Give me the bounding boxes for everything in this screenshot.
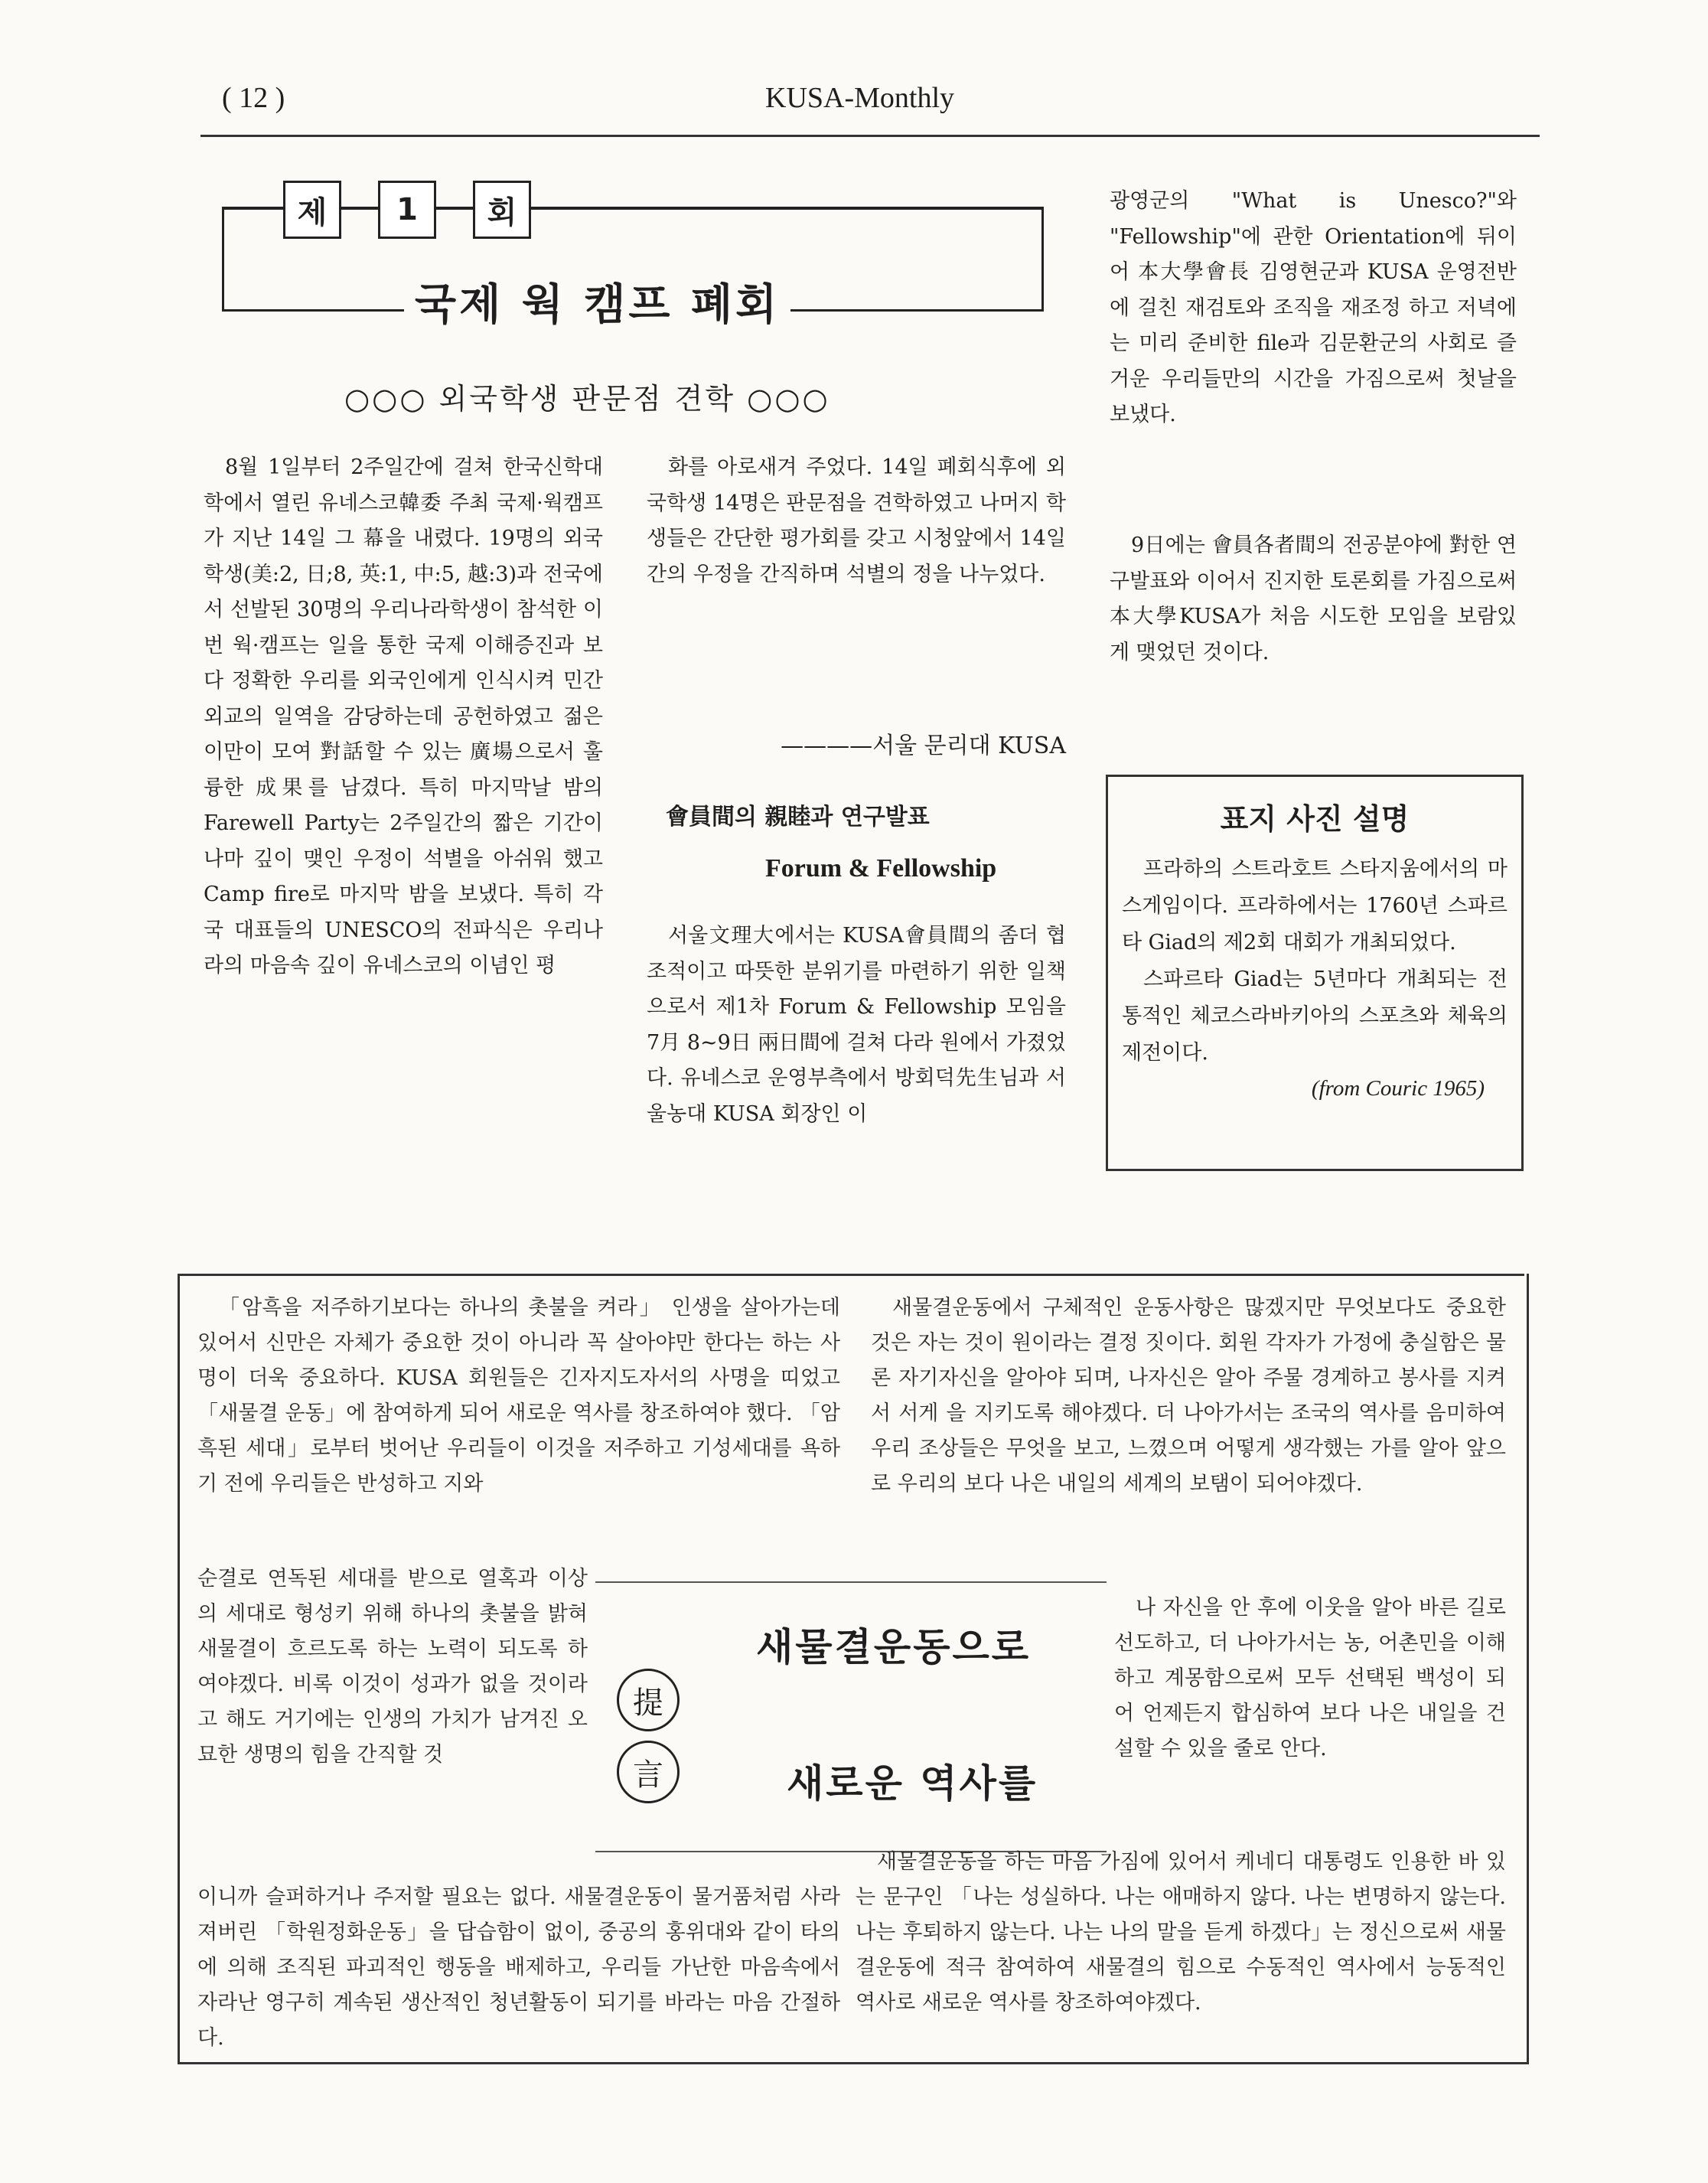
proposal-left-middle: 순결로 연독된 세대를 받으로 열혹과 이상의 세대로 형성키 위해 하나의 촛불을 밝혀 새물결이 흐르도록 하는 노력이 되도록 하여야겠다. 비록 이것이 성과가 없을 것이라고 해도 거기에는 인생의 가치가 남겨진 오묘한 생명의 힘을 간직할 것: [197, 1567, 588, 1767]
header-rule: [200, 135, 1540, 137]
proposal-right-top: 새물결운동에서 구체적인 운동사항은 많겠지만 무엇보다도 중요한 것은 자는 것이 원이라는 결정 짓이다. 회원 각자가 가정에 충실함은 물론 자기자신을 알아야 되며, 나자신은 알아 주물 경계하고 봉사를 지켜서 서게 을 지키도록 해야겠다. 더 나아가서는 조국의 역사를 음미하여 우리 조상들은 무엇을 보고, 느꼈으며 어떻게 생각했는 가를 알아 앞으로 우리의 보다 나은 내일의 세계의 보탬이 되어야겠다.: [871, 1296, 1506, 1496]
article-subtitle: ○○○ 외국학생 판문점 견학 ○○○: [344, 382, 830, 416]
article2-column3a: 광영군의 "What is Unesco?"와 "Fellowship"에 관한 Orientation에 뒤이어 本大學會長 김영현군과 KUSA 운영전반에 걸친 재검토와 조직을 재조정 하고 저녁에는 미리 준비한 file과 김문환군의 사회로 즐거운 우리들만의 시간을 가짐으로써 첫날을 보냈다.: [1110, 189, 1517, 426]
article1-column1: 8월 1일부터 2주일간에 걸쳐 한국신학대학에서 열린 유네스코韓委 주최 국제·웍캠프가 지난 14일 그 幕을 내렸다. 19명의 외국 학생(美:2, 日;8, 英:1, 中:5, 越:3)과 전국에서 선발된 30명의 우리나라학생이 참석한 이번 웍·캠프는 일을 통한 국제 이해증진과 보다 정확한 우리를 외국인에게 인식시켜 민간외교의 일역을 감당하는데 공헌하였고 젊은이만이 모여 對話할 수 있는 廣場으로서 훌륭한 成果를 남겼다. 특히 마지막날 밤의 Farewell Party는 2주일간의 짧은 기간이나마 깊이 맺인 우정이 석별을 아쉬워 했고 Camp fire로 마지막 밤을 보냈다. 특히 각국 대표들의 UNESCO의 전파식은 우리나라의 마음속 깊이 유네스코의 이념인 평: [204, 455, 603, 977]
article2-column3b: 9日에는 會員各者間의 전공분야에 對한 연구발표와 이어서 진지한 토론회를 가짐으로써 本大學KUSA가 처음 시도한 모임을 보람있게 맺었던 것이다.: [1110, 534, 1517, 664]
masthead-chars: [283, 181, 531, 239]
proposal-title-line2: 새로운 역사를: [787, 1761, 1038, 1806]
masthead-char-3: 회: [473, 181, 531, 239]
masthead-char-2: 1: [378, 181, 436, 239]
proposal-title-line1: 새물결운동으로: [756, 1625, 1032, 1669]
proposal-right-middle: 나 자신을 안 후에 이웃을 알아 바른 길로 선도하고, 더 나아가서는 농, 어촌민을 이해하고 계몽함으로써 모두 선택된 백성이 되어 언제든지 합심하여 보다 나은 내일을 건설할 수 있을 줄로 안다.: [1114, 1596, 1506, 1760]
article2-column2: 서울文理大에서는 KUSA會員間의 좀더 협조적이고 따뜻한 분위기를 마련하기 위한 일책으로서 제1차 Forum & Fellowship 모임을 7月 8~9日 兩日間에 걸쳐 다라 원에서 가졌었다. 유네스코 운영부측에서 방회덕先生님과 서울농대 KUSA 회장인 이: [647, 924, 1066, 1126]
running-title: KUSA-Monthly: [765, 82, 955, 114]
cover-photo-title: 표지 사진 설명: [1220, 802, 1410, 836]
proposal-right-bottom: 새물결운동을 하는 마음 가짐에 있어서 케네디 대통령도 인용한 바 있는 문구인 「나는 성실하다. 나는 애매하지 않다. 나는 변명하지 않는다. 나는 후퇴하지 않는다. 나는 나의 말을 듣게 하겠다」는 정신으로써 새물결운동에 적극 참여하여 새물결의 힘으로 수동적인 역사에서 능동적인 역사로 새로운 역사를 창조하여야겠다.: [856, 1850, 1506, 2015]
article1-byline: ————서울 문리대 KUSA: [781, 733, 1066, 759]
masthead-title: 국제 웍 캠프 폐회: [404, 271, 790, 332]
cover-photo-credit: (from Couric 1965): [1311, 1076, 1485, 1101]
proposal-label-char-2: 言: [617, 1741, 680, 1803]
proposal-title-box: [595, 1581, 1107, 1852]
masthead: [222, 181, 1039, 330]
article2-heading-english: Forum & Fellowship: [765, 854, 997, 883]
article2-heading-korean: 會員間의 親睦과 연구발표: [666, 804, 930, 830]
article1-column2: 화를 아로새겨 주었다. 14일 폐회식후에 외국학생 14명은 판문점을 견학하였고 나머지 학생들은 간단한 평가회를 갖고 시청앞에서 14일간의 우정을 간직하며 석별의 정을 나누었다.: [647, 455, 1066, 586]
cover-photo-box: [1106, 775, 1524, 1171]
proposal-left-top: 「암흑을 저주하기보다는 하나의 촛불을 켜라」 인생을 살아가는데 있어서 신만은 자체가 중요한 것이 아니라 꼭 살아야만 한다는 하는 사명이 더욱 중요하다. KUSA 회원들은 긴자지도자서의 사명을 띠었고 「새물결 운동」에 참여하게 되어 새로운 역사를 창조하여야 했다. 「암흑된 세대」로부터 벗어난 우리들이 이것을 저주하고 기성세대를 욕하기 전에 우리들은 반성하고 지와: [197, 1296, 840, 1496]
cover-photo-body-2: 스파르타 Giad는 5년마다 개최되는 전통적인 체코스라바키아의 스포츠와 체육의 제전이다.: [1122, 968, 1508, 1065]
masthead-char-1: 제: [283, 181, 341, 239]
proposal-left-bottom: 이니까 슬퍼하거나 주저할 필요는 없다. 새물결운동이 물거품처럼 사라져버린 「학원정화운동」을 답습함이 없이, 중공의 홍위대와 같이 타의에 의해 조직된 파괴적인 행동을 배제하고, 우리들 가난한 마음속에서 자라난 영구히 계속된 생산적인 청년활동이 되기를 바라는 마음 간절하다.: [197, 1885, 840, 2050]
page-number: ( 12 ): [222, 82, 285, 114]
proposal-label-char-1: 提: [617, 1669, 680, 1731]
cover-photo-body-1: 프라하의 스트라호트 스타지움에서의 마스게임이다. 프라하에서는 1760년 스파르타 Giad의 제2회 대회가 개최되었다.: [1122, 857, 1508, 954]
